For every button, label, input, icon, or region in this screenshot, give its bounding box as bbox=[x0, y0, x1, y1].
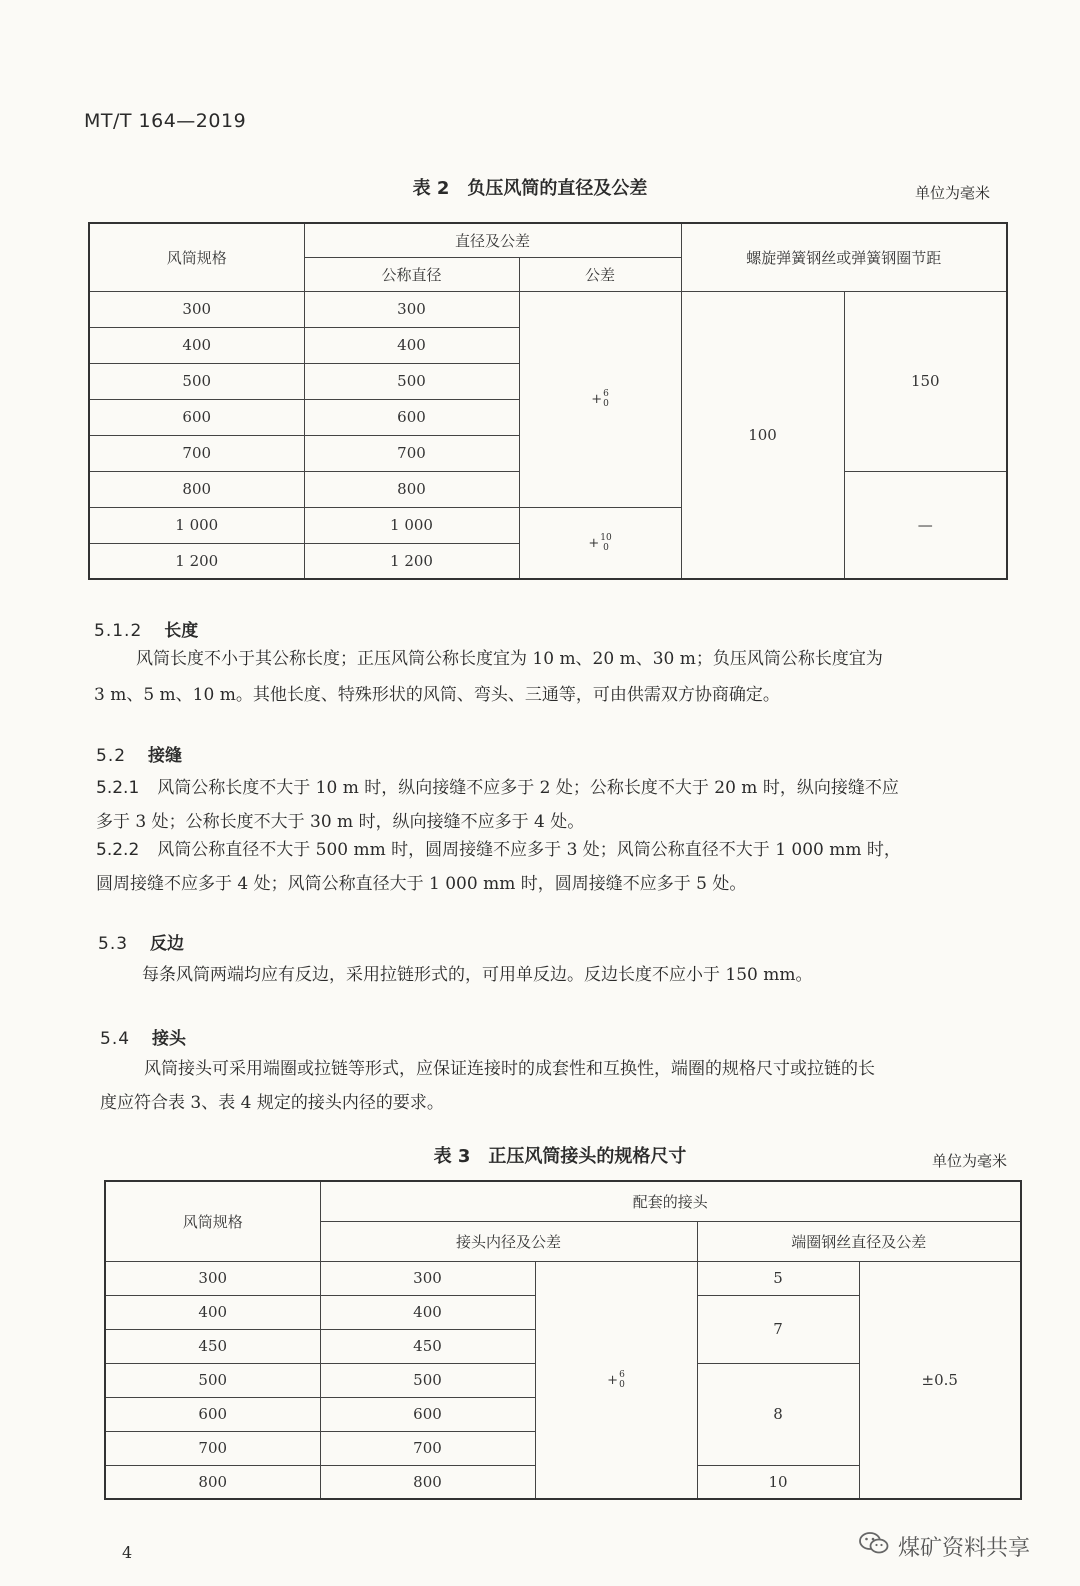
table3-tolerance: + 6 0 bbox=[535, 1261, 697, 1499]
table3-ring-value: 5 bbox=[697, 1261, 859, 1295]
section-title: 接头 bbox=[152, 1029, 187, 1049]
section-number: 5.2 bbox=[96, 746, 127, 766]
table2-pitch-a: 100 bbox=[681, 291, 844, 579]
table3-header-ring: 端圈钢丝直径及公差 bbox=[697, 1221, 1021, 1261]
table2-cell-nominal: 1 000 bbox=[304, 507, 519, 543]
paragraph-5-2-1-line1: 5.2.1 风筒公称长度不大于 10 m 时，纵向接缝不应多于 2 处；公称长度不大于 20 m 时，纵向接缝不应 bbox=[96, 778, 899, 798]
section-number: 5.1.2 bbox=[94, 621, 143, 641]
table3-cell-spec: 500 bbox=[105, 1363, 320, 1397]
paragraph-5-2-1-line2: 多于 3 处；公称长度不大于 30 m 时，纵向接缝不应多于 4 处。 bbox=[96, 812, 585, 832]
table2-tolerance-b: + 10 0 bbox=[519, 507, 681, 579]
table2-cell-spec: 1 000 bbox=[89, 507, 304, 543]
table3-header-spec: 风筒规格 bbox=[105, 1181, 320, 1261]
table2-header-diameter: 直径及公差 bbox=[304, 223, 681, 257]
table2-tolerance-a: + 6 0 bbox=[519, 291, 681, 507]
section-number: 5.3 bbox=[98, 934, 129, 954]
table2-pitch-c: — bbox=[844, 471, 1007, 579]
clause-number: 5.2.1 bbox=[96, 778, 140, 798]
section-5-3-heading bbox=[98, 929, 184, 954]
table2-pitch-b: 150 bbox=[844, 291, 1007, 471]
table2-header-tolerance: 公差 bbox=[519, 257, 681, 291]
table2-header-pitch: 螺旋弹簧钢丝或弹簧钢圈节距 bbox=[681, 223, 1007, 291]
paragraph-5-2-2-line2: 圆周接缝不应多于 4 处；风筒公称直径大于 1 000 mm 时，圆周接缝不应多于 5 处。 bbox=[96, 874, 747, 894]
watermark-text: 煤矿资料共享 bbox=[897, 1535, 1030, 1561]
table3-cell-spec: 800 bbox=[105, 1465, 320, 1499]
table2-cell-spec: 800 bbox=[89, 471, 304, 507]
table2-cell-nominal: 400 bbox=[304, 327, 519, 363]
table2-cell-spec: 400 bbox=[89, 327, 304, 363]
table2-cell-nominal: 300 bbox=[304, 291, 519, 327]
table3-cell-spec: 700 bbox=[105, 1431, 320, 1465]
table3-cell-inner: 400 bbox=[320, 1295, 535, 1329]
table2-cell-spec: 300 bbox=[89, 291, 304, 327]
table3-cell-inner: 450 bbox=[320, 1329, 535, 1363]
table3-ring-tolerance: ±0.5 bbox=[859, 1261, 1021, 1499]
table3-unit: 单位为毫米 bbox=[932, 1152, 1008, 1170]
table3-header-joint: 配套的接头 bbox=[320, 1181, 1021, 1221]
paragraph-5-2-2-line1: 5.2.2 风筒公称直径不大于 500 mm 时，圆周接缝不应多于 3 处；风筒公称直径不大于 1 000 mm 时， bbox=[96, 840, 901, 860]
paragraph-5-3: 每条风筒两端均应有反边，采用拉链形式的，可用单反边。反边长度不应小于 150 mm。 bbox=[142, 965, 813, 985]
table3-ring-value: 8 bbox=[697, 1363, 859, 1465]
table3-cell-spec: 450 bbox=[105, 1329, 320, 1363]
section-5-2-heading bbox=[96, 741, 182, 766]
table2-header-nominal: 公称直径 bbox=[304, 257, 519, 291]
table3-cell-spec: 300 bbox=[105, 1261, 320, 1295]
section-5-4-heading bbox=[100, 1024, 186, 1049]
table2-cell-spec: 500 bbox=[89, 363, 304, 399]
table3-ring-value: 7 bbox=[697, 1295, 859, 1363]
table2-unit: 单位为毫米 bbox=[915, 184, 991, 202]
table2-caption: 表 2 负压风筒的直径及公差 bbox=[412, 178, 648, 199]
table3-cell-spec: 600 bbox=[105, 1397, 320, 1431]
table3-cell-spec: 400 bbox=[105, 1295, 320, 1329]
table2-cell-spec: 700 bbox=[89, 435, 304, 471]
table3-cell-inner: 800 bbox=[320, 1465, 535, 1499]
table3-cell-inner: 500 bbox=[320, 1363, 535, 1397]
table2-cell-spec: 600 bbox=[89, 399, 304, 435]
table2-cell-nominal: 500 bbox=[304, 363, 519, 399]
watermark bbox=[858, 1530, 1030, 1562]
section-5-1-2-heading bbox=[94, 616, 198, 641]
table2-cell-nominal: 1 200 bbox=[304, 543, 519, 579]
table3 bbox=[104, 1180, 1022, 1500]
paragraph-5-4-line2: 度应符合表 3、表 4 规定的接头内径的要求。 bbox=[100, 1093, 444, 1113]
section-title: 长度 bbox=[164, 621, 199, 641]
standard-number: MT/T 164—2019 bbox=[84, 110, 247, 132]
table3-cell-inner: 300 bbox=[320, 1261, 535, 1295]
paragraph-5-4-line1: 风筒接头可采用端圈或拉链等形式，应保证连接时的成套性和互换性，端圈的规格尺寸或拉链的长 bbox=[144, 1059, 875, 1079]
page-number: 4 bbox=[122, 1543, 133, 1562]
table3-header-inner: 接头内径及公差 bbox=[320, 1221, 697, 1261]
clause-number: 5.2.2 bbox=[96, 840, 140, 860]
table2 bbox=[88, 222, 1008, 580]
table2-cell-spec: 1 200 bbox=[89, 543, 304, 579]
table2-cell-nominal: 800 bbox=[304, 471, 519, 507]
table3-ring-value: 10 bbox=[697, 1465, 859, 1499]
table3-cell-inner: 600 bbox=[320, 1397, 535, 1431]
section-title: 接缝 bbox=[148, 746, 183, 766]
paragraph-5-1-2-line2: 3 m、5 m、10 m。其他长度、特殊形状的风筒、弯头、三通等，可由供需双方协商确定。 bbox=[94, 685, 780, 705]
table3-cell-inner: 700 bbox=[320, 1431, 535, 1465]
wechat-icon bbox=[858, 1530, 890, 1562]
table2-cell-nominal: 600 bbox=[304, 399, 519, 435]
table3-caption: 表 3 正压风筒接头的规格尺寸 bbox=[433, 1146, 687, 1167]
table2-header-spec: 风筒规格 bbox=[89, 223, 304, 291]
section-number: 5.4 bbox=[100, 1029, 131, 1049]
section-title: 反边 bbox=[150, 934, 185, 954]
table2-cell-nominal: 700 bbox=[304, 435, 519, 471]
paragraph-5-1-2-line1: 风筒长度不小于其公称长度；正压风筒公称长度宜为 10 m、20 m、30 m；负压风筒公称长度宜为 bbox=[136, 649, 883, 669]
